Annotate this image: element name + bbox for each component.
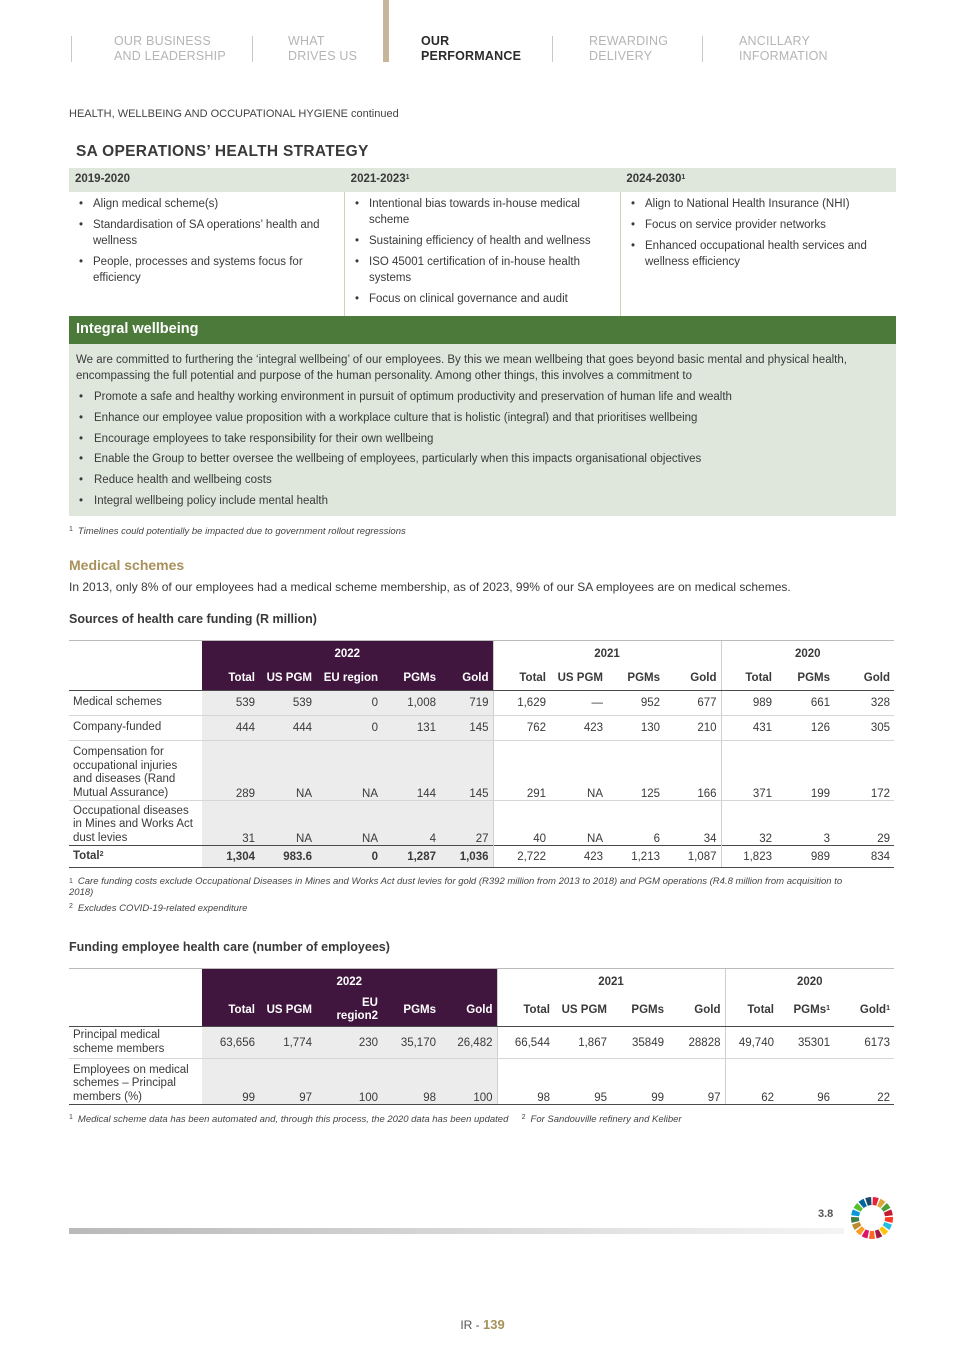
- cell: 0: [316, 691, 382, 716]
- column-header: Gold: [440, 995, 497, 1027]
- period-label: 2021-2023: [350, 173, 406, 185]
- footnote-text: For Sandouville refinery and Keliber: [530, 1114, 682, 1125]
- strategy-item: • Align medical scheme(s): [75, 196, 338, 212]
- nav-divider: [552, 36, 553, 62]
- column-header-row: [69, 995, 894, 1027]
- year-header: 2021: [497, 969, 725, 995]
- nav-item-label: DELIVERY: [589, 49, 653, 63]
- funding-table-title: Sources of health care funding (R million): [69, 612, 317, 626]
- cell: 952: [607, 691, 664, 716]
- strategy-table: [69, 168, 896, 318]
- column-header: Gold: [834, 667, 894, 691]
- column-header: Total: [202, 667, 259, 691]
- cell: 423: [550, 846, 607, 868]
- nav-item-our-performance[interactable]: [421, 34, 521, 64]
- column-header: [834, 995, 894, 1027]
- sdg-wheel-icon: [850, 1196, 894, 1240]
- cell: NA: [550, 741, 607, 801]
- cell: 1,629: [493, 691, 550, 716]
- column-header: [778, 995, 834, 1027]
- empty-header: [69, 995, 202, 1027]
- cell: 97: [668, 1059, 725, 1105]
- cell: 423: [550, 716, 607, 741]
- period-label: 2019-2020: [75, 173, 130, 185]
- strategy-item: • Align to National Health Insurance (NHI): [627, 196, 890, 212]
- nav-item-rewarding-delivery[interactable]: [589, 34, 668, 64]
- wellbeing-item: • Encourage employees to take responsibility for their own wellbeing: [76, 431, 889, 447]
- cell: 22: [834, 1059, 894, 1105]
- footnote-text: Excludes COVID-19-related expenditure: [77, 903, 248, 914]
- cell: 95: [554, 1059, 611, 1105]
- cell: 539: [202, 691, 259, 716]
- cell: 2,722: [493, 846, 550, 868]
- cell: 371: [721, 741, 776, 801]
- footnote-mark: 1: [69, 526, 73, 533]
- cell: 199: [776, 741, 834, 801]
- funding-table: [69, 640, 894, 868]
- empty-header: [69, 667, 202, 691]
- nav-divider: [252, 36, 253, 62]
- cell: 983.6: [259, 846, 316, 868]
- row-label: Occupational diseases in Mines and Works Act dust levies: [73, 804, 193, 844]
- cell: NA: [316, 801, 382, 846]
- table-row: [69, 716, 894, 741]
- strategy-column: [69, 192, 344, 318]
- strategy-item: • Enhanced occupational health services and wellness efficiency: [627, 238, 890, 270]
- table-row: [69, 691, 894, 716]
- column-header: US PGM: [259, 667, 316, 691]
- total-row: [69, 846, 894, 868]
- column-header: Gold: [440, 667, 493, 691]
- row-label: [69, 846, 202, 868]
- cell: 6173: [834, 1027, 894, 1059]
- cell: 49,740: [725, 1027, 778, 1059]
- sdg-wheel-segment: [873, 1197, 879, 1206]
- cell: 989: [776, 846, 834, 868]
- cell: 4: [382, 801, 440, 846]
- column-header: PGMs: [776, 667, 834, 691]
- cell: 31: [202, 801, 259, 846]
- cell: 0: [316, 716, 382, 741]
- cell: 131: [382, 716, 440, 741]
- cell: 145: [440, 741, 493, 801]
- sdg-wheel-segment: [869, 1231, 875, 1239]
- nav-item-label: DRIVES US: [288, 49, 358, 63]
- cell: 1,774: [259, 1027, 316, 1059]
- year-header-row: [69, 969, 894, 995]
- nav-item-our-business[interactable]: [114, 34, 226, 64]
- cell: 35301: [778, 1027, 834, 1059]
- cell: 28828: [668, 1027, 725, 1059]
- column-header: PGMs: [611, 995, 668, 1027]
- cell: 35849: [611, 1027, 668, 1059]
- footnote-text: Medical scheme data has been automated and, through this process, the 2020 data has been updated: [77, 1114, 509, 1125]
- nav-divider: [702, 36, 703, 62]
- cell: 6: [653, 833, 660, 845]
- column-header: Total: [497, 995, 554, 1027]
- strategy-period-header: [345, 168, 621, 192]
- nav-item-what-drives-us[interactable]: [288, 34, 357, 64]
- cell: 677: [664, 691, 721, 716]
- column-header: PGMs: [382, 995, 440, 1027]
- cell: 291: [493, 741, 550, 801]
- cell: 1,087: [664, 846, 721, 868]
- column-header: US PGM: [550, 667, 607, 691]
- cell: 305: [834, 716, 894, 741]
- cell: 1,008: [382, 691, 440, 716]
- row-label: Company-funded: [69, 716, 202, 741]
- cell: 98: [382, 1059, 440, 1105]
- column-header: PGMs: [607, 667, 664, 691]
- strategy-item: • Standardisation of SA operations’ health and wellness: [75, 217, 338, 249]
- column-header: EU region2: [316, 995, 382, 1027]
- cell: NA: [316, 741, 382, 801]
- column-header: EU region: [316, 667, 382, 691]
- column-header: US PGM: [554, 995, 611, 1027]
- nav-item-ancillary-information[interactable]: [739, 34, 828, 64]
- wellbeing-item: • Integral wellbeing policy include mental health: [76, 493, 889, 509]
- cell: 210: [664, 716, 721, 741]
- cell: 3: [823, 833, 830, 845]
- cell: 125: [607, 741, 664, 801]
- page-footer: [0, 1317, 965, 1332]
- cell: 444: [202, 716, 259, 741]
- strategy-item: • People, processes and systems focus for efficiency: [75, 254, 338, 286]
- table-row: [69, 1027, 894, 1059]
- cell: 1,213: [607, 846, 664, 868]
- nav-item-label: OUR: [421, 34, 450, 48]
- nav-item-label: ANCILLARY: [739, 34, 811, 48]
- year-header: 2020: [725, 969, 894, 995]
- cell: 834: [834, 846, 894, 868]
- cell: 172: [834, 741, 894, 801]
- cell: 145: [440, 716, 493, 741]
- strategy-item: • Focus on service provider networks: [627, 217, 890, 233]
- strategy-body: [69, 192, 896, 318]
- wellbeing-item: • Enable the Group to better oversee the wellbeing of employees, particularly when this impacts organisational objectives: [76, 451, 889, 467]
- total-label: Total: [73, 849, 100, 862]
- cell: 144: [382, 741, 440, 801]
- cell: 444: [259, 716, 316, 741]
- column-header: Total: [202, 995, 259, 1027]
- cell: 96: [778, 1059, 834, 1105]
- empty-header: [69, 641, 202, 667]
- cell: 230: [316, 1027, 382, 1059]
- row-label: Compensation for occupational injuries and diseases (Rand Mutual Assurance): [69, 741, 202, 801]
- footnote-mark: 1: [681, 174, 686, 181]
- strategy-item: • Focus on clinical governance and audit: [351, 291, 614, 307]
- column-header: US PGM: [259, 995, 316, 1027]
- employees-table: [69, 968, 894, 1105]
- footnote-mark: 2: [69, 903, 73, 910]
- cell: NA: [259, 741, 316, 801]
- nav-item-label: INFORMATION: [739, 49, 828, 63]
- section-label: HEALTH, WELLBEING AND OCCUPATIONAL HYGIENE continued: [69, 108, 399, 120]
- cell: 62: [725, 1059, 778, 1105]
- year-header: 2022: [202, 969, 497, 995]
- cell: 1,304: [202, 846, 259, 868]
- year-header: 2021: [493, 641, 721, 667]
- period-label: 2024-2030: [626, 173, 682, 185]
- funding-footnote: [69, 903, 247, 914]
- cell: 762: [493, 716, 550, 741]
- cell: 130: [607, 716, 664, 741]
- wellbeing-intro: We are committed to furthering the ‘integral wellbeing’ of our employees. By this we mean wellbeing that goes beyond basic mental and physical health, encompassing the full potential and purpose of the human personality. Among other things, this involves a commitment to: [76, 354, 847, 382]
- cell: 98: [497, 1059, 554, 1105]
- table-row: [69, 801, 894, 846]
- cell: 100: [316, 1059, 382, 1105]
- wellbeing-item: • Promote a safe and healthy working environment in pursuit of optimum productivity and preservation of human life and wealth: [76, 389, 889, 405]
- strategy-item: • Intentional bias towards in-house medical scheme: [351, 196, 614, 228]
- nav-active-indicator: [383, 0, 389, 62]
- employees-footnote: [69, 1114, 682, 1125]
- strategy-item: • ISO 45001 certification of in-house health systems: [351, 254, 614, 286]
- year-header: 2022: [202, 641, 493, 667]
- cell: 1,823: [721, 846, 776, 868]
- footnote-text: Timelines could potentially be impacted due to government rollout regressions: [77, 526, 406, 537]
- row-label: Medical schemes: [69, 691, 202, 716]
- column-header: Total: [725, 995, 778, 1027]
- employees-table-title: Funding employee health care (number of employees): [69, 940, 390, 954]
- nav-divider: [71, 36, 72, 62]
- cell: 29: [877, 833, 890, 845]
- cell: —: [550, 691, 607, 716]
- cell: 40: [493, 801, 550, 846]
- sdg-wheel-segment: [851, 1217, 859, 1223]
- column-header: Gold: [664, 667, 721, 691]
- wellbeing-item: • Reduce health and wellbeing costs: [76, 472, 889, 488]
- medical-schemes-title: Medical schemes: [69, 557, 185, 573]
- column-header: Total: [721, 667, 776, 691]
- cell: 0: [316, 846, 382, 868]
- wellbeing-body: [69, 344, 896, 516]
- top-navigation: [0, 0, 965, 70]
- cell: 431: [721, 716, 776, 741]
- cell: 1,287: [382, 846, 440, 868]
- footer-prefix: IR -: [460, 1318, 483, 1332]
- nav-item-label: AND LEADERSHIP: [114, 49, 226, 63]
- cell: 1,036: [440, 846, 493, 868]
- cell: 328: [834, 691, 894, 716]
- nav-item-label: OUR BUSINESS: [114, 34, 211, 48]
- column-header-row: [69, 667, 894, 691]
- empty-header: [69, 969, 202, 995]
- table-row: [69, 741, 894, 801]
- sdg-wheel-segment: [865, 1197, 871, 1206]
- footnote-mark: 1: [886, 1005, 890, 1013]
- wellbeing-title: Integral wellbeing: [69, 316, 896, 344]
- column-header: Gold: [668, 995, 725, 1027]
- cell: 97: [259, 1059, 316, 1105]
- cell: 719: [440, 691, 493, 716]
- strategy-column: [344, 192, 620, 318]
- nav-item-label: PERFORMANCE: [421, 49, 522, 63]
- cell: NA: [587, 833, 603, 845]
- strategy-column: [620, 192, 896, 318]
- cell: 32: [721, 801, 776, 846]
- footnote-mark: 1: [69, 878, 73, 885]
- year-header: 2020: [721, 641, 894, 667]
- footnote-mark: 1: [405, 174, 410, 181]
- cell: 661: [776, 691, 834, 716]
- strategy-header-row: [69, 168, 896, 192]
- strategy-title: SA OPERATIONS’ HEALTH STRATEGY: [76, 143, 369, 160]
- column-header: Total: [493, 667, 550, 691]
- integral-wellbeing-box: [69, 316, 896, 516]
- wellbeing-item: • Enhance our employee value proposition with a workplace culture that is holistic (integral) and that prioritises wellbeing: [76, 410, 889, 426]
- row-label: Employees on medical schemes – Principal members (%): [69, 1059, 202, 1105]
- strategy-period-header: [69, 168, 345, 192]
- cell: 99: [202, 1059, 259, 1105]
- strategy-item: • Sustaining efficiency of health and wellness: [351, 233, 614, 249]
- cell: 27: [440, 801, 493, 846]
- cell: 66,544: [497, 1027, 554, 1059]
- sdg-wheel-segment: [885, 1217, 893, 1223]
- cell: 26,482: [440, 1027, 497, 1059]
- cell: 989: [721, 691, 776, 716]
- cell: 1,867: [554, 1027, 611, 1059]
- cell: 539: [259, 691, 316, 716]
- column-header-label: Gold: [859, 1004, 887, 1017]
- strategy-period-header: [620, 168, 896, 192]
- strategy-footnote: [69, 526, 406, 537]
- cell: 34: [703, 833, 717, 845]
- medical-schemes-text: In 2013, only 8% of our employees had a medical scheme membership, as of 2023, 99% of our SA employees are on medical schemes.: [69, 580, 791, 594]
- footnote-text: Care funding costs exclude Occupational Diseases in Mines and Works Act dust levies for gold (R392 million from 2013 to 2018) and PGM operations (R4.8 million from acquisition to 2018): [69, 876, 843, 898]
- cell: 100: [440, 1059, 497, 1105]
- cell: 63,656: [202, 1027, 259, 1059]
- footnote-mark: 1: [826, 1005, 830, 1013]
- divider-bar: [69, 1228, 844, 1234]
- cell: NA: [259, 801, 316, 846]
- nav-item-label: WHAT: [288, 34, 325, 48]
- cell: 99: [611, 1059, 668, 1105]
- year-header-row: [69, 641, 894, 667]
- footnote-mark: 1: [69, 1114, 73, 1121]
- footnote-mark: 2: [521, 1114, 526, 1121]
- cell: 166: [664, 741, 721, 801]
- column-header: PGMs: [382, 667, 440, 691]
- page-number: 139: [482, 1317, 505, 1332]
- cell: 289: [202, 741, 259, 801]
- nav-item-label: REWARDING: [589, 34, 669, 48]
- column-header-label: PGMs: [793, 1004, 827, 1017]
- footnote-mark: 2: [99, 850, 104, 858]
- sdg-target-number: 3.8: [818, 1208, 834, 1220]
- table-row: [69, 1059, 894, 1105]
- funding-footnote: [69, 876, 849, 898]
- cell: 35,170: [382, 1027, 440, 1059]
- row-label: Principal medical scheme members: [69, 1027, 202, 1059]
- cell: 126: [776, 716, 834, 741]
